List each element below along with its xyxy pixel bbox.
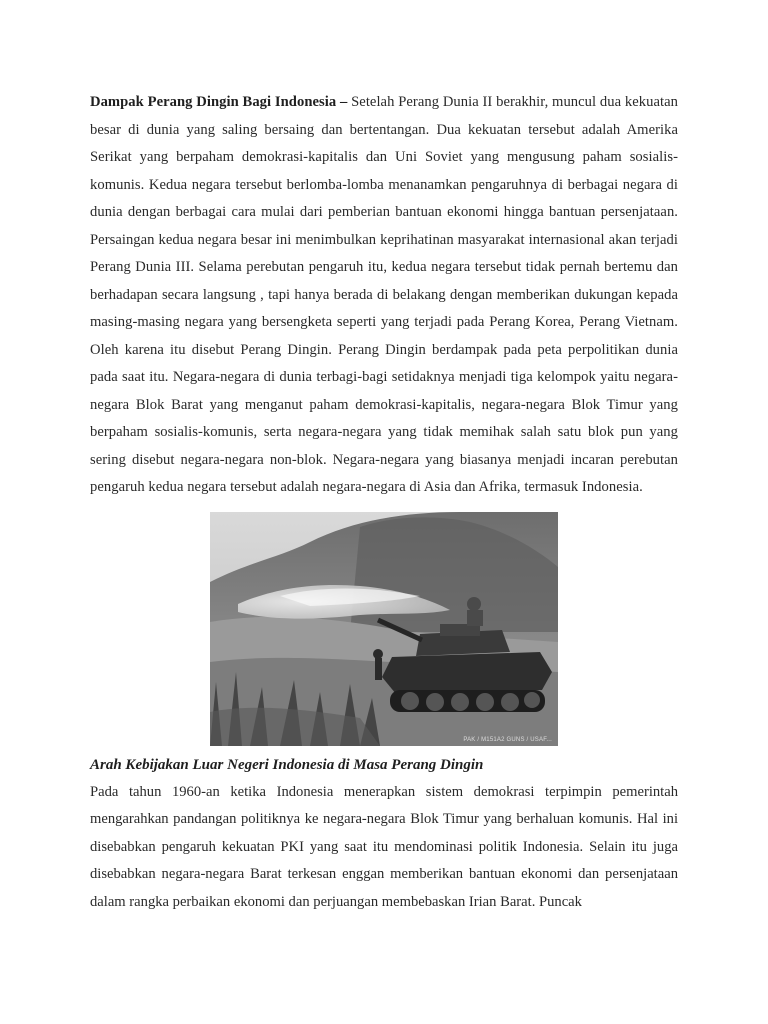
section-title: Dampak Perang Dingin Bagi Indonesia (90, 94, 337, 110)
policy-paragraph: Pada tahun 1960-an ketika Indonesia menerapkan sistem demokrasi terpimpin pemerintah mengarahkan pandangan politiknya ke negara-negara Blok Timur yang berhaluan komunis. Hal ini disebabkan pengaruh kekuatan PKI yang saat itu mendominasi politik Indonesia. Selain itu juga disebabkan negara-negara Barat terkesan enggan memberikan bantuan ekonomi dan persenjataan dalam rangka perbaikan ekonomi dan perjuangan membebaskan Irian Barat. Puncak (90, 783, 678, 910)
title-dash: – (336, 94, 352, 110)
section-heading: Arah Kebijakan Luar Negeri Indonesia di Masa Perang Dingin (90, 756, 484, 773)
tank-photo (210, 512, 558, 746)
document-page (90, 89, 678, 916)
photo-credit: PAK / M151A2 GUNS / USAF... (463, 736, 552, 743)
tank-photo-illustration (210, 512, 558, 746)
intro-paragraph (90, 89, 678, 502)
intro-body: Setelah Perang Dunia II berakhir, muncul dua kekuatan besar di dunia yang saling bersaing dan bertentangan. Dua kekuatan tersebut adalah Amerika Serikat yang berpaham demokrasi-kapitalis dan Uni Soviet yang mengusung paham sosialis-komunis. Kedua negara tersebut berlomba-lomba menanamkan pengaruhnya di berbagai negara di dunia dengan berbagai cara mulai dari pemberian bantuan ekonomi hingga bantuan persenjataan. Persaingan kedua negara besar ini menimbulkan keprihatinan masyarakat internasional akan terjadi Perang Dunia III. Selama perebutan pengaruh itu, kedua negara tersebut tidak pernah bertemu dan berhadapan secara langsung , tapi hanya berada di belakang dengan memberikan dukungan kepada masing-masing negara yang bersengketa seperti yang terjadi pada Perang Korea, Perang Vietnam. Oleh karena itu disebut Perang Dingin. Perang Dingin berdampak pada peta perpolitikan dunia pada saat itu. Negara-negara di dunia terbagi-bagi setidaknya menjadi tiga kelompok yaitu negara-negara Blok Barat yang menganut paham demokrasi-kapitalis, negara-negara Blok Timur yang berpaham sosialis-komunis, serta negara-negara yang tidak memihak salah satu blok pun yang sering disebut negara-negara non-blok. Negara-negara yang biasanya menjadi incaran perebutan pengaruh kedua negara tersebut adalah negara-negara di Asia dan Afrika, termasuk Indonesia. (90, 94, 678, 495)
